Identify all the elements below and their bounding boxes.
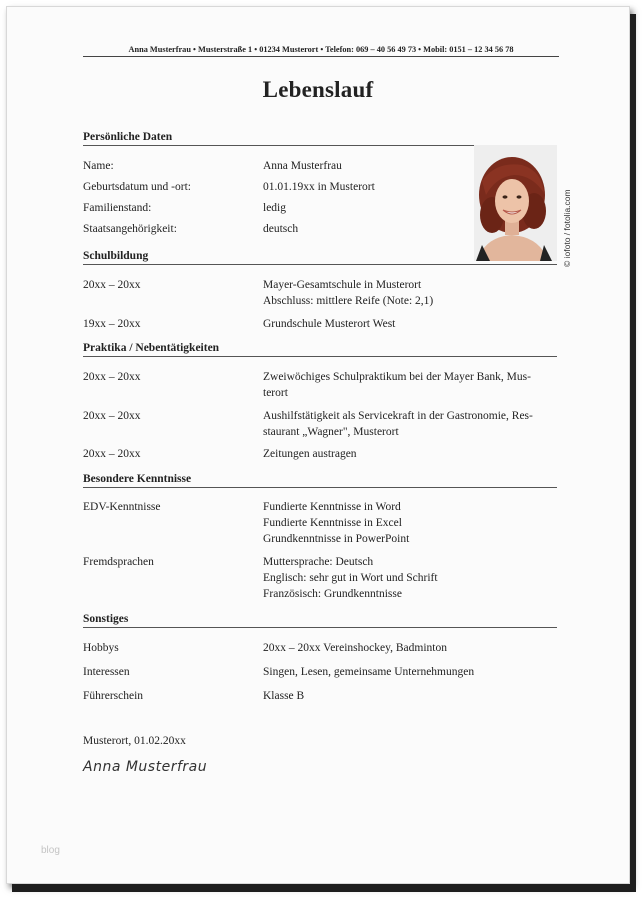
section-heading-internships: Praktika / Nebentätigkeiten bbox=[83, 342, 557, 357]
row-label: Fremdsprachen bbox=[83, 556, 154, 568]
row-label: 20xx – 20xx bbox=[83, 371, 141, 383]
profile-photo bbox=[474, 145, 557, 261]
row-label: 20xx – 20xx bbox=[83, 410, 141, 422]
value-line: Muttersprache: Deutsch bbox=[263, 556, 374, 568]
row-value bbox=[263, 408, 553, 440]
row-label: Staatsangehörigkeit: bbox=[83, 223, 177, 235]
row-value: Klasse B bbox=[263, 690, 305, 702]
section-heading-school: Schulbildung bbox=[83, 250, 557, 265]
value-line: Englisch: sehr gut in Wort und Schrift bbox=[263, 572, 438, 584]
row-value: Anna Musterfrau bbox=[263, 160, 342, 172]
row-label: Führerschein bbox=[83, 690, 144, 702]
section-heading-misc: Sonstiges bbox=[83, 613, 557, 628]
row-label: EDV-Kenntnisse bbox=[83, 501, 161, 513]
row-label: Familienstand: bbox=[83, 202, 152, 214]
row-label: Interessen bbox=[83, 666, 130, 678]
photo-credit: © iofoto / fotolia.com bbox=[562, 189, 572, 267]
row-value bbox=[263, 316, 553, 332]
place-date: Musterort, 01.02.20xx bbox=[83, 735, 186, 747]
row-value: Singen, Lesen, gemeinsame Unternehmungen bbox=[263, 666, 475, 678]
value-line: Zweiwöchiges Schulpraktikum bei der Mayer Bank, Mus- bbox=[263, 371, 531, 383]
section-heading-personal: Persönliche Daten bbox=[83, 131, 557, 146]
cv-page bbox=[6, 6, 630, 884]
watermark: blog bbox=[41, 845, 60, 856]
value-line: Abschluss: mittlere Reife (Note: 2,1) bbox=[263, 295, 434, 307]
row-value bbox=[263, 369, 553, 401]
row-label: 20xx – 20xx bbox=[83, 448, 141, 460]
row-value bbox=[263, 277, 553, 309]
signature: Anna Musterfrau bbox=[83, 759, 208, 775]
value-line: Zeitungen austragen bbox=[263, 448, 357, 460]
row-value bbox=[263, 446, 553, 462]
value-line: Grundschule Musterort West bbox=[263, 318, 396, 330]
value-line: staurant „Wagner", Musterort bbox=[263, 426, 399, 438]
value-line: terort bbox=[263, 387, 288, 399]
page-title: Lebenslauf bbox=[262, 77, 374, 102]
value-line: Mayer-Gesamtschule in Musterort bbox=[263, 279, 422, 291]
value-line: Aushilfstätigkeit als Servicekraft in der Gastronomie, Res- bbox=[263, 410, 533, 422]
value-line: Fundierte Kenntnisse in Excel bbox=[263, 517, 402, 529]
row-label: Geburtsdatum und -ort: bbox=[83, 181, 191, 193]
row-value: 01.01.19xx in Musterort bbox=[263, 181, 375, 193]
row-value: deutsch bbox=[263, 223, 299, 235]
contact-header: Anna Musterfrau • Musterstraße 1 • 01234 Musterort • Telefon: 069 – 40 56 49 73 • Mobil: 0151 – 12 34 56 78 bbox=[83, 45, 559, 57]
row-value: ledig bbox=[263, 202, 286, 214]
row-label: 19xx – 20xx bbox=[83, 318, 141, 330]
row-label: Hobbys bbox=[83, 642, 119, 654]
row-value: 20xx – 20xx Vereinshockey, Badminton bbox=[263, 642, 447, 654]
section-heading-skills: Besondere Kenntnisse bbox=[83, 473, 557, 488]
value-line: Fundierte Kenntnisse in Word bbox=[263, 501, 401, 513]
portrait-illustration bbox=[474, 145, 557, 261]
row-value bbox=[263, 499, 553, 547]
value-line: Französisch: Grundkenntnisse bbox=[263, 588, 402, 600]
row-label: Name: bbox=[83, 160, 114, 172]
row-value bbox=[263, 554, 553, 602]
value-line: Grundkenntnisse in PowerPoint bbox=[263, 533, 410, 545]
row-label: 20xx – 20xx bbox=[83, 279, 141, 291]
